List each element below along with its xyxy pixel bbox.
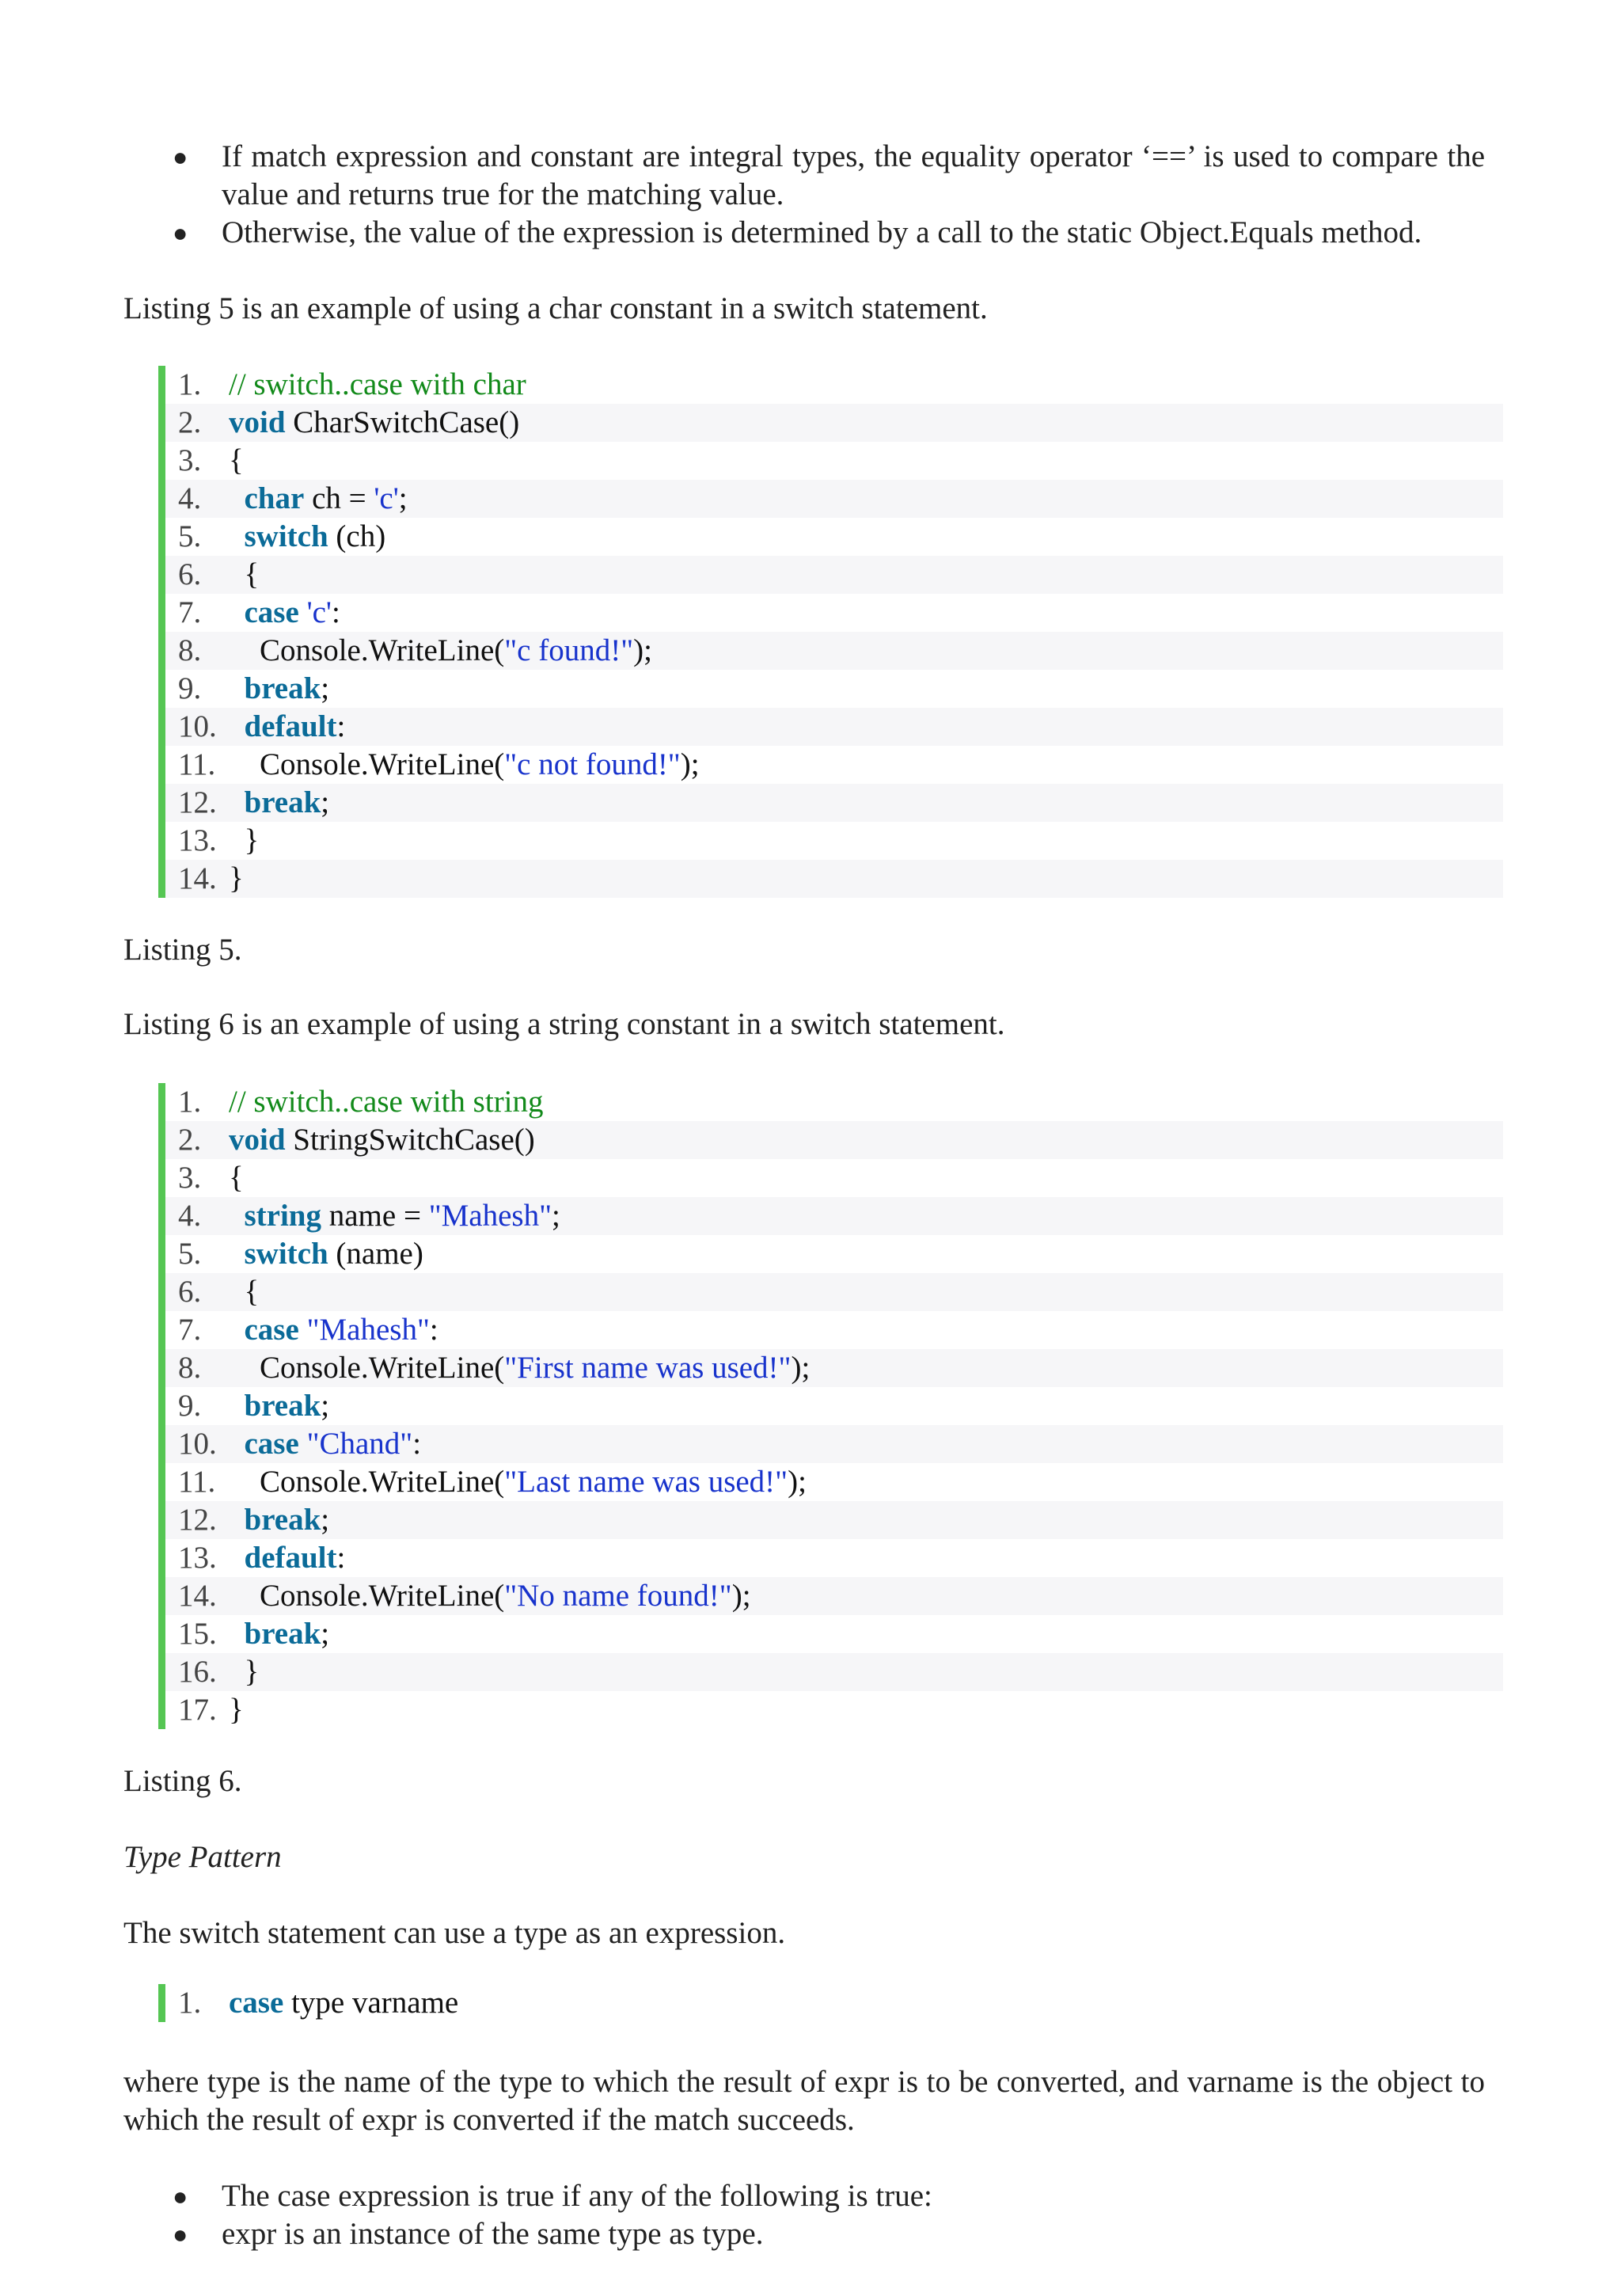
code-token: ; (552, 1199, 560, 1233)
code-token: } (229, 823, 260, 857)
line-number: 4. (178, 1199, 202, 1233)
code-text (229, 442, 244, 480)
code-comment: // switch..case with char (229, 367, 526, 401)
bullet-icon: ● (173, 143, 188, 171)
code-keyword: case (229, 1986, 284, 2020)
code-text (229, 632, 652, 670)
code-token: ; (321, 1389, 330, 1423)
code-token (229, 1237, 245, 1271)
code-string: "No name found!" (504, 1579, 732, 1613)
line-number: 6. (178, 557, 202, 591)
listing6-intro-paragraph: Listing 6 is an example of using a string constant in a switch statement. (123, 1007, 1005, 1041)
listing6-caption: Listing 6. (123, 1764, 242, 1798)
line-number: 16. (178, 1655, 217, 1689)
line-number: 8. (178, 633, 202, 667)
code-token: ; (321, 1503, 330, 1537)
code-token: : (429, 1313, 438, 1347)
code-keyword: switch (244, 519, 328, 553)
line-number: 5. (178, 519, 202, 553)
code-string: "c not found!" (504, 747, 681, 781)
code-line (165, 1273, 1503, 1311)
code-text (229, 822, 259, 860)
code-listing-6 (158, 1083, 1503, 1729)
line-number: 14. (178, 1579, 217, 1613)
code-listing-5 (158, 366, 1503, 898)
code-token: CharSwitchCase() (285, 405, 520, 439)
intro-bullet-list (123, 138, 1485, 252)
code-token: ; (321, 1617, 330, 1651)
code-text (229, 1387, 329, 1425)
code-keyword: void (229, 405, 286, 439)
code-token: : (336, 709, 346, 743)
code-text (229, 366, 526, 404)
code-text (229, 1197, 560, 1235)
code-token: Console.WriteLine( (229, 1579, 505, 1613)
line-number: 14. (178, 861, 217, 895)
type-where-paragraph: where type is the name of the type to which the result of expr is to be converted, and varname is the object to which the result of expr is converted if the match succeeds. (123, 2065, 1485, 2137)
code-token: ); (788, 1465, 807, 1499)
code-token: Console.WriteLine( (229, 747, 505, 781)
code-token: ); (731, 1579, 751, 1613)
code-token: ); (791, 1351, 810, 1385)
code-text (229, 1653, 259, 1691)
code-line (165, 1577, 1503, 1615)
code-keyword: break (244, 1389, 321, 1423)
code-line (165, 1083, 1503, 1121)
code-keyword: break (244, 1617, 321, 1651)
code-token: { (229, 557, 260, 591)
code-listing-case-type (158, 1984, 1503, 2022)
code-text (229, 594, 340, 632)
code-text (229, 784, 329, 822)
code-string: "Mahesh" (306, 1313, 430, 1347)
code-text (229, 1463, 807, 1501)
code-line (165, 670, 1503, 708)
code-token (229, 1427, 245, 1461)
line-number: 13. (178, 1541, 217, 1575)
code-line (165, 746, 1503, 784)
code-token (229, 519, 245, 553)
line-number: 1. (178, 1085, 202, 1119)
code-token: ; (321, 671, 330, 705)
type-expression-paragraph: The switch statement can use a type as an expression. (123, 1916, 786, 1950)
code-line (165, 556, 1503, 594)
code-line (165, 366, 1503, 404)
code-token (229, 1541, 245, 1575)
outro-bullet-list (123, 2177, 1485, 2253)
code-line (165, 1539, 1503, 1577)
code-keyword: case (244, 1313, 299, 1347)
section-heading-type-pattern: Type Pattern (123, 1840, 282, 1874)
code-line (165, 1425, 1503, 1463)
line-number: 2. (178, 1123, 202, 1157)
code-line (165, 708, 1503, 746)
line-number: 15. (178, 1617, 217, 1651)
code-token: } (229, 1693, 244, 1727)
code-keyword: string (244, 1199, 321, 1233)
line-number: 8. (178, 1351, 202, 1385)
code-token: Console.WriteLine( (229, 1465, 505, 1499)
code-token (299, 595, 307, 629)
code-line (165, 1653, 1503, 1691)
code-token: { (229, 1161, 244, 1195)
line-number: 1. (178, 1986, 202, 2020)
code-token: : (331, 595, 340, 629)
line-number: 12. (178, 785, 217, 819)
code-token: { (229, 443, 244, 477)
line-number: 12. (178, 1503, 217, 1537)
code-token: } (229, 861, 244, 895)
line-number: 10. (178, 1427, 217, 1461)
code-line (165, 1311, 1503, 1349)
code-token: name = (321, 1199, 429, 1233)
code-line (165, 1197, 1503, 1235)
code-token: StringSwitchCase() (285, 1123, 535, 1157)
code-line (165, 404, 1503, 442)
code-token: ); (680, 747, 700, 781)
code-line (165, 860, 1503, 898)
line-number: 11. (178, 747, 216, 781)
code-token (229, 595, 245, 629)
listing5-caption: Listing 5. (123, 933, 242, 967)
code-keyword: void (229, 1123, 286, 1157)
code-text (229, 1083, 544, 1121)
code-token: Console.WriteLine( (229, 633, 505, 667)
code-keyword: case (244, 1427, 299, 1461)
line-number: 4. (178, 481, 202, 515)
code-token: ch = (304, 481, 374, 515)
list-item (123, 2177, 1485, 2215)
code-keyword: default (244, 1541, 337, 1575)
code-text (229, 1501, 329, 1539)
code-text (229, 404, 519, 442)
code-keyword: switch (244, 1237, 328, 1271)
code-keyword: break (244, 1503, 321, 1537)
code-text (229, 1984, 458, 2022)
line-number: 17. (178, 1693, 217, 1727)
code-token: ; (398, 481, 408, 515)
code-token (229, 481, 245, 515)
code-token: ); (633, 633, 652, 667)
code-token: { (229, 1275, 260, 1309)
code-token: } (229, 1655, 260, 1689)
code-text (229, 1577, 751, 1615)
code-line (165, 1463, 1503, 1501)
line-number: 3. (178, 1161, 202, 1195)
code-token (229, 1503, 245, 1537)
line-number: 5. (178, 1237, 202, 1271)
code-token: (name) (328, 1237, 423, 1271)
code-text (229, 1121, 535, 1159)
bullet-icon: ● (173, 2182, 188, 2210)
bullet-icon: ● (173, 219, 188, 247)
code-text (229, 480, 408, 518)
bullet-text: Otherwise, the value of the expression is determined by a call to the static Object.Equals method. (222, 215, 1422, 249)
code-string: "c found!" (504, 633, 634, 667)
code-keyword: break (244, 671, 321, 705)
code-token: ; (321, 785, 330, 819)
code-token (229, 785, 245, 819)
code-token (229, 1199, 245, 1233)
code-line (165, 1235, 1503, 1273)
code-keyword: case (244, 595, 299, 629)
code-string: "Chand" (306, 1427, 413, 1461)
code-string: 'c' (306, 595, 332, 629)
code-line (165, 822, 1503, 860)
code-token (299, 1427, 307, 1461)
code-string: 'c' (374, 481, 399, 515)
code-text (229, 1539, 345, 1577)
code-keyword: default (244, 709, 337, 743)
code-text (229, 670, 329, 708)
code-keyword: char (244, 481, 305, 515)
bullet-icon: ● (173, 2220, 188, 2248)
line-number: 2. (178, 405, 202, 439)
code-token (299, 1313, 307, 1347)
code-keyword: break (244, 785, 321, 819)
code-token: : (336, 1541, 346, 1575)
list-item (123, 214, 1485, 252)
line-number: 13. (178, 823, 217, 857)
list-item (123, 2215, 1485, 2253)
code-token (229, 709, 245, 743)
line-number: 1. (178, 367, 202, 401)
code-text (229, 1235, 423, 1273)
code-line (165, 1121, 1503, 1159)
code-token (229, 671, 245, 705)
code-line (165, 1984, 1503, 2022)
line-number: 6. (178, 1275, 202, 1309)
code-token (229, 1617, 245, 1651)
code-line (165, 1501, 1503, 1539)
list-item (123, 138, 1485, 214)
code-comment: // switch..case with string (229, 1085, 544, 1119)
code-string: "Mahesh" (428, 1199, 552, 1233)
code-line (165, 784, 1503, 822)
code-token: type varname (283, 1986, 459, 2020)
code-text (229, 1273, 259, 1311)
code-line (165, 1691, 1503, 1729)
code-line (165, 442, 1503, 480)
code-token: (ch) (328, 519, 386, 553)
code-token: Console.WriteLine( (229, 1351, 505, 1385)
code-line (165, 1615, 1503, 1653)
line-number: 3. (178, 443, 202, 477)
code-text (229, 708, 345, 746)
code-text (229, 1159, 244, 1197)
code-line (165, 480, 1503, 518)
code-token: : (412, 1427, 422, 1461)
code-text (229, 1425, 421, 1463)
bullet-text: The case expression is true if any of the following is true: (222, 2179, 932, 2213)
line-number: 9. (178, 671, 202, 705)
code-text (229, 1691, 244, 1729)
code-text (229, 1349, 810, 1387)
code-line (165, 1349, 1503, 1387)
code-line (165, 632, 1503, 670)
line-number: 9. (178, 1389, 202, 1423)
code-token (229, 1389, 245, 1423)
listing5-intro-paragraph: Listing 5 is an example of using a char constant in a switch statement. (123, 291, 988, 325)
code-string: "Last name was used!" (504, 1465, 788, 1499)
code-token (229, 1313, 245, 1347)
code-text (229, 746, 700, 784)
line-number: 10. (178, 709, 217, 743)
code-text (229, 1311, 438, 1349)
code-text (229, 556, 259, 594)
code-text (229, 860, 244, 898)
line-number: 11. (178, 1465, 216, 1499)
bullet-text: If match expression and constant are integral types, the equality operator ‘==’ is used to compare the value and returns true for the matching value. (222, 139, 1485, 211)
code-line (165, 1159, 1503, 1197)
code-line (165, 594, 1503, 632)
line-number: 7. (178, 1313, 202, 1347)
code-text (229, 1615, 329, 1653)
bullet-text: expr is an instance of the same type as type. (222, 2217, 764, 2251)
code-string: "First name was used!" (504, 1351, 792, 1385)
code-text (229, 518, 385, 556)
code-line (165, 518, 1503, 556)
code-line (165, 1387, 1503, 1425)
line-number: 7. (178, 595, 202, 629)
